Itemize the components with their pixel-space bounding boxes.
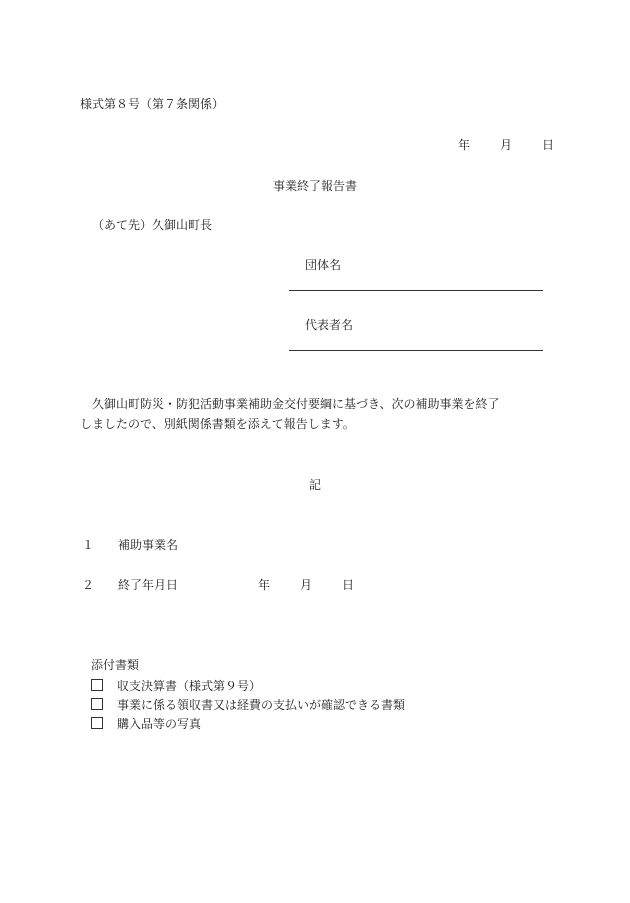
body-line-1: 久御山町防災・防犯活動事業補助金交付要綱に基づき、次の補助事業を終了 (92, 397, 500, 411)
document-title: 事業終了報告書 (272, 179, 357, 193)
date-month: 月 (500, 138, 513, 152)
end-date-year: 年 (258, 578, 271, 592)
date-line (458, 137, 554, 153)
item-number: １ (82, 538, 95, 552)
end-date-fields (258, 577, 354, 593)
body-line-2: しましたので、別紙関係書類を添えて報告します。 (80, 417, 355, 431)
date-year: 年 (458, 138, 471, 152)
attachment-label: 購入品等の写真 (117, 717, 202, 731)
org-name-label: 団体名 (305, 258, 342, 272)
item-label: 終了年月日 (118, 578, 179, 592)
attachment-item (91, 716, 201, 732)
item-end-date (82, 577, 354, 593)
ki-heading: 記 (308, 478, 321, 492)
attachment-label: 事業に係る領収書又は経費の支払いが確認できる書類 (117, 698, 406, 712)
date-day: 日 (542, 138, 555, 152)
checkbox-icon[interactable] (91, 679, 103, 691)
checkbox-icon[interactable] (91, 698, 103, 710)
representative-field-line[interactable] (289, 350, 543, 351)
representative-label: 代表者名 (305, 318, 354, 332)
addressee: （あて先）久御山町長 (92, 218, 213, 232)
attachment-label: 収支決算書（様式第９号） (117, 679, 262, 693)
item-number: ２ (82, 578, 95, 592)
end-date-month: 月 (300, 578, 313, 592)
attachment-item (91, 697, 405, 713)
form-number: 様式第８号（第７条関係） (80, 97, 225, 111)
org-name-field-line[interactable] (289, 290, 543, 291)
body-paragraph (80, 394, 555, 434)
end-date-day: 日 (342, 578, 355, 592)
attachments-heading: 添付書類 (91, 658, 140, 672)
checkbox-icon[interactable] (91, 717, 103, 729)
item-project-name (82, 537, 178, 553)
item-label: 補助事業名 (118, 538, 179, 552)
attachment-item (91, 678, 261, 694)
